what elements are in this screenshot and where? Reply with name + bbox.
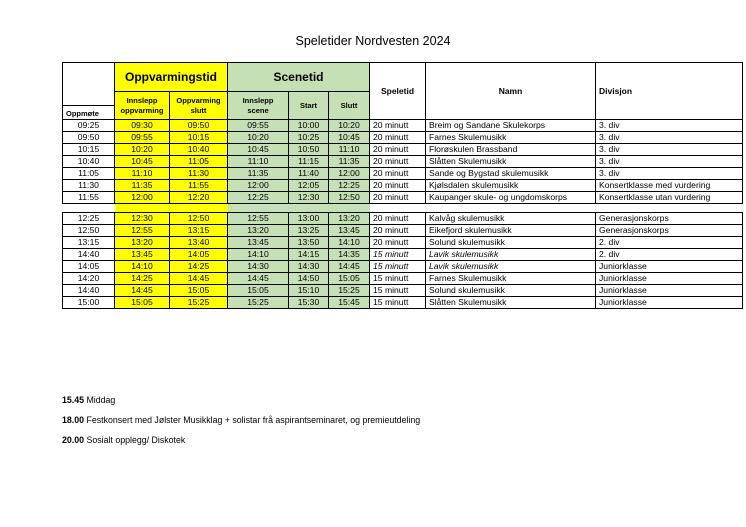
- cell-innslepp-oppvarming: 15:05: [115, 297, 170, 309]
- cell-divisjon: Konsertklasse med vurdering: [596, 180, 743, 192]
- cell-oppvarming-slutt: 15:05: [170, 285, 228, 297]
- spacer-cell: [596, 204, 743, 213]
- cell-oppvarming-slutt: 12:20: [170, 192, 228, 204]
- cell-oppvarming-slutt: 11:30: [170, 168, 228, 180]
- note-text: Festkonsert med Jølster Musikklag + solistar frå aspirantseminaret, og premieutdeling: [86, 415, 421, 425]
- cell-oppmote: 11:30: [63, 180, 115, 192]
- cell-namn: Kalvåg skulemusikk: [426, 213, 596, 225]
- header-oppvarmingstid: Oppvarmingstid: [115, 63, 228, 92]
- cell-divisjon: 3. div: [596, 120, 743, 132]
- table-row: [63, 237, 743, 249]
- cell-oppmote: 14:05: [63, 261, 115, 273]
- cell-divisjon: Konsertklasse utan vurdering: [596, 192, 743, 204]
- cell-start: 14:30: [289, 261, 329, 273]
- cell-start: 12:30: [289, 192, 329, 204]
- cell-divisjon: Juniorklasse: [596, 261, 743, 273]
- spacer-cell: [329, 204, 370, 213]
- cell-innslepp-oppvarming: 14:10: [115, 261, 170, 273]
- cell-oppvarming-slutt: 12:50: [170, 213, 228, 225]
- note-sosialt: [62, 435, 420, 446]
- table-row: [63, 285, 743, 297]
- notes: [62, 395, 420, 455]
- cell-namn: Slåtten Skulemusikk: [426, 156, 596, 168]
- cell-speletid: 20 minutt: [370, 144, 426, 156]
- spacer-cell: [228, 204, 289, 213]
- note-text: Middag: [86, 395, 116, 405]
- note-middag: [62, 395, 420, 406]
- table-row: [63, 168, 743, 180]
- cell-start: 13:50: [289, 237, 329, 249]
- header-oppvarming-slutt-line2: slutt: [190, 105, 207, 115]
- cell-innslepp-scene: 12:55: [228, 213, 289, 225]
- cell-namn: Slåtten Skulemusikk: [426, 297, 596, 309]
- cell-speletid: 20 minutt: [370, 120, 426, 132]
- header-oppmote: Oppmøte: [63, 106, 115, 120]
- header-scenetid: Scenetid: [228, 63, 370, 92]
- spacer-cell: [63, 204, 115, 213]
- table-row: [63, 192, 743, 204]
- cell-innslepp-scene: 15:05: [228, 285, 289, 297]
- header-oppvarming-slutt-line1: Oppvarming: [176, 95, 221, 105]
- cell-oppmote: 09:25: [63, 120, 115, 132]
- cell-innslepp-oppvarming: 10:45: [115, 156, 170, 168]
- table-row: [63, 120, 743, 132]
- cell-slutt: 15:45: [329, 297, 370, 309]
- cell-innslepp-scene: 15:25: [228, 297, 289, 309]
- cell-slutt: 12:00: [329, 168, 370, 180]
- cell-oppvarming-slutt: 09:50: [170, 120, 228, 132]
- cell-start: 13:25: [289, 225, 329, 237]
- cell-speletid: 20 minutt: [370, 132, 426, 144]
- page-title: Speletider Nordvesten 2024: [295, 34, 451, 48]
- cell-innslepp-oppvarming: 14:45: [115, 285, 170, 297]
- cell-innslepp-scene: 09:55: [228, 120, 289, 132]
- row-spacer: [63, 204, 743, 213]
- schedule-body: [63, 63, 743, 309]
- table-row: [63, 273, 743, 285]
- table-row: [63, 180, 743, 192]
- cell-slutt: 13:20: [329, 213, 370, 225]
- cell-oppvarming-slutt: 13:40: [170, 237, 228, 249]
- cell-start: 10:00: [289, 120, 329, 132]
- cell-speletid: 15 minutt: [370, 273, 426, 285]
- table-row: [63, 213, 743, 225]
- cell-divisjon: 2. div: [596, 249, 743, 261]
- spacer-cell: [426, 204, 596, 213]
- header-divisjon: Divisjon: [596, 63, 743, 120]
- cell-oppmote: 14:40: [63, 249, 115, 261]
- cell-divisjon: Generasjonskorps: [596, 225, 743, 237]
- header-start: Start: [289, 92, 329, 120]
- cell-innslepp-oppvarming: 11:10: [115, 168, 170, 180]
- cell-innslepp-oppvarming: 14:25: [115, 273, 170, 285]
- cell-innslepp-scene: 12:25: [228, 192, 289, 204]
- cell-slutt: 15:05: [329, 273, 370, 285]
- cell-namn: Lavik skulemusikk: [426, 261, 596, 273]
- cell-oppmote: 12:25: [63, 213, 115, 225]
- cell-speletid: 15 minutt: [370, 297, 426, 309]
- table-row: [63, 261, 743, 273]
- cell-oppvarming-slutt: 10:15: [170, 132, 228, 144]
- schedule-table: [62, 62, 743, 309]
- cell-oppvarming-slutt: 14:05: [170, 249, 228, 261]
- cell-slutt: 10:20: [329, 120, 370, 132]
- cell-slutt: 12:50: [329, 192, 370, 204]
- cell-namn: Breim og Sandane Skulekorps: [426, 120, 596, 132]
- cell-speletid: 15 minutt: [370, 261, 426, 273]
- cell-speletid: 20 minutt: [370, 180, 426, 192]
- cell-oppmote: 14:40: [63, 285, 115, 297]
- cell-namn: Solund skulemusikk: [426, 237, 596, 249]
- cell-oppmote: 13:15: [63, 237, 115, 249]
- note-time: 15.45: [62, 395, 85, 405]
- cell-start: 14:15: [289, 249, 329, 261]
- cell-start: 11:15: [289, 156, 329, 168]
- cell-innslepp-scene: 14:45: [228, 273, 289, 285]
- cell-slutt: 14:45: [329, 261, 370, 273]
- cell-oppmote: 11:05: [63, 168, 115, 180]
- header-innslepp-oppvarming-line1: Innslepp: [126, 95, 158, 105]
- cell-oppvarming-slutt: 11:05: [170, 156, 228, 168]
- cell-slutt: 11:35: [329, 156, 370, 168]
- cell-oppmote: 11:55: [63, 192, 115, 204]
- cell-innslepp-scene: 14:30: [228, 261, 289, 273]
- cell-oppvarming-slutt: 14:45: [170, 273, 228, 285]
- cell-namn: Florøskulen Brassband: [426, 144, 596, 156]
- cell-namn: Solund skulemusikk: [426, 285, 596, 297]
- cell-innslepp-oppvarming: 10:20: [115, 144, 170, 156]
- cell-slutt: 13:45: [329, 225, 370, 237]
- cell-innslepp-scene: 12:00: [228, 180, 289, 192]
- header-innslepp-scene-line1: Innslepp: [242, 95, 274, 105]
- cell-speletid: 20 minutt: [370, 213, 426, 225]
- cell-start: 13:00: [289, 213, 329, 225]
- cell-start: 10:50: [289, 144, 329, 156]
- table-row: [63, 297, 743, 309]
- cell-divisjon: Juniorklasse: [596, 285, 743, 297]
- cell-oppmote: 14:20: [63, 273, 115, 285]
- cell-namn: Farnes Skulemusikk: [426, 132, 596, 144]
- cell-slutt: 10:45: [329, 132, 370, 144]
- cell-oppmote: 09:50: [63, 132, 115, 144]
- cell-namn: Sande og Bygstad skulemusikk: [426, 168, 596, 180]
- header-oppvarming-slutt: [170, 92, 228, 120]
- cell-divisjon: 3. div: [596, 156, 743, 168]
- spacer-cell: [370, 204, 426, 213]
- cell-innslepp-scene: 11:35: [228, 168, 289, 180]
- header-slutt: Slutt: [329, 92, 370, 120]
- cell-oppvarming-slutt: 15:25: [170, 297, 228, 309]
- table-row: [63, 156, 743, 168]
- cell-oppmote: 12:50: [63, 225, 115, 237]
- cell-oppvarming-slutt: 10:40: [170, 144, 228, 156]
- table-row: [63, 249, 743, 261]
- table-row: [63, 225, 743, 237]
- cell-start: 11:40: [289, 168, 329, 180]
- cell-slutt: 11:10: [329, 144, 370, 156]
- cell-namn: Farnes Skulemusikk: [426, 273, 596, 285]
- cell-namn: Kaupanger skule- og ungdomskorps: [426, 192, 596, 204]
- cell-speletid: 15 minutt: [370, 249, 426, 261]
- header-namn: Namn: [426, 63, 596, 120]
- cell-innslepp-scene: 13:45: [228, 237, 289, 249]
- cell-oppvarming-slutt: 11:55: [170, 180, 228, 192]
- cell-divisjon: Generasjonskorps: [596, 213, 743, 225]
- cell-innslepp-oppvarming: 12:00: [115, 192, 170, 204]
- cell-innslepp-scene: 13:20: [228, 225, 289, 237]
- cell-slutt: 15:25: [329, 285, 370, 297]
- cell-innslepp-oppvarming: 09:55: [115, 132, 170, 144]
- cell-oppmote: 15:00: [63, 297, 115, 309]
- cell-namn: Eikefjord skulemusikk: [426, 225, 596, 237]
- cell-speletid: 20 minutt: [370, 156, 426, 168]
- cell-speletid: 20 minutt: [370, 237, 426, 249]
- header-innslepp-oppvarming: [115, 92, 170, 120]
- cell-slutt: 14:35: [329, 249, 370, 261]
- cell-innslepp-oppvarming: 13:20: [115, 237, 170, 249]
- cell-innslepp-oppvarming: 11:35: [115, 180, 170, 192]
- cell-innslepp-scene: 14:10: [228, 249, 289, 261]
- cell-speletid: 20 minutt: [370, 225, 426, 237]
- cell-innslepp-oppvarming: 09:30: [115, 120, 170, 132]
- note-text: Sosialt opplegg/ Diskotek: [86, 435, 186, 445]
- cell-oppvarming-slutt: 13:15: [170, 225, 228, 237]
- cell-innslepp-scene: 10:45: [228, 144, 289, 156]
- header-innslepp-scene: [228, 92, 289, 120]
- cell-speletid: 15 minutt: [370, 285, 426, 297]
- cell-divisjon: 3. div: [596, 144, 743, 156]
- cell-start: 14:50: [289, 273, 329, 285]
- cell-divisjon: 2. div: [596, 237, 743, 249]
- cell-divisjon: 3. div: [596, 168, 743, 180]
- cell-start: 15:10: [289, 285, 329, 297]
- cell-divisjon: Juniorklasse: [596, 297, 743, 309]
- cell-innslepp-scene: 10:20: [228, 132, 289, 144]
- cell-start: 12:05: [289, 180, 329, 192]
- cell-oppmote: 10:40: [63, 156, 115, 168]
- cell-innslepp-oppvarming: 12:55: [115, 225, 170, 237]
- cell-start: 10:25: [289, 132, 329, 144]
- cell-innslepp-oppvarming: 13:45: [115, 249, 170, 261]
- cell-divisjon: 3. div: [596, 132, 743, 144]
- cell-speletid: 20 minutt: [370, 168, 426, 180]
- spacer-cell: [115, 204, 170, 213]
- cell-start: 15:30: [289, 297, 329, 309]
- spacer-cell: [170, 204, 228, 213]
- cell-innslepp-scene: 11:10: [228, 156, 289, 168]
- cell-namn: Kjølsdalen skulemusikk: [426, 180, 596, 192]
- cell-oppmote: 10:15: [63, 144, 115, 156]
- header-innslepp-oppvarming-line2: oppvarming: [120, 105, 164, 115]
- cell-slutt: 12:25: [329, 180, 370, 192]
- cell-slutt: 14:10: [329, 237, 370, 249]
- header-speletid: Speletid: [370, 63, 426, 120]
- cell-namn: Lavik skulemusikk: [426, 249, 596, 261]
- table-row: [63, 132, 743, 144]
- spacer-cell: [289, 204, 329, 213]
- note-festkonsert: [62, 415, 420, 426]
- cell-divisjon: Juniorklasse: [596, 273, 743, 285]
- note-time: 18.00: [62, 415, 85, 425]
- cell-speletid: 20 minutt: [370, 192, 426, 204]
- note-time: 20.00: [62, 435, 85, 445]
- cell-innslepp-oppvarming: 12:30: [115, 213, 170, 225]
- header-innslepp-scene-line2: scene: [247, 105, 269, 115]
- cell-oppvarming-slutt: 14:25: [170, 261, 228, 273]
- table-row: [63, 144, 743, 156]
